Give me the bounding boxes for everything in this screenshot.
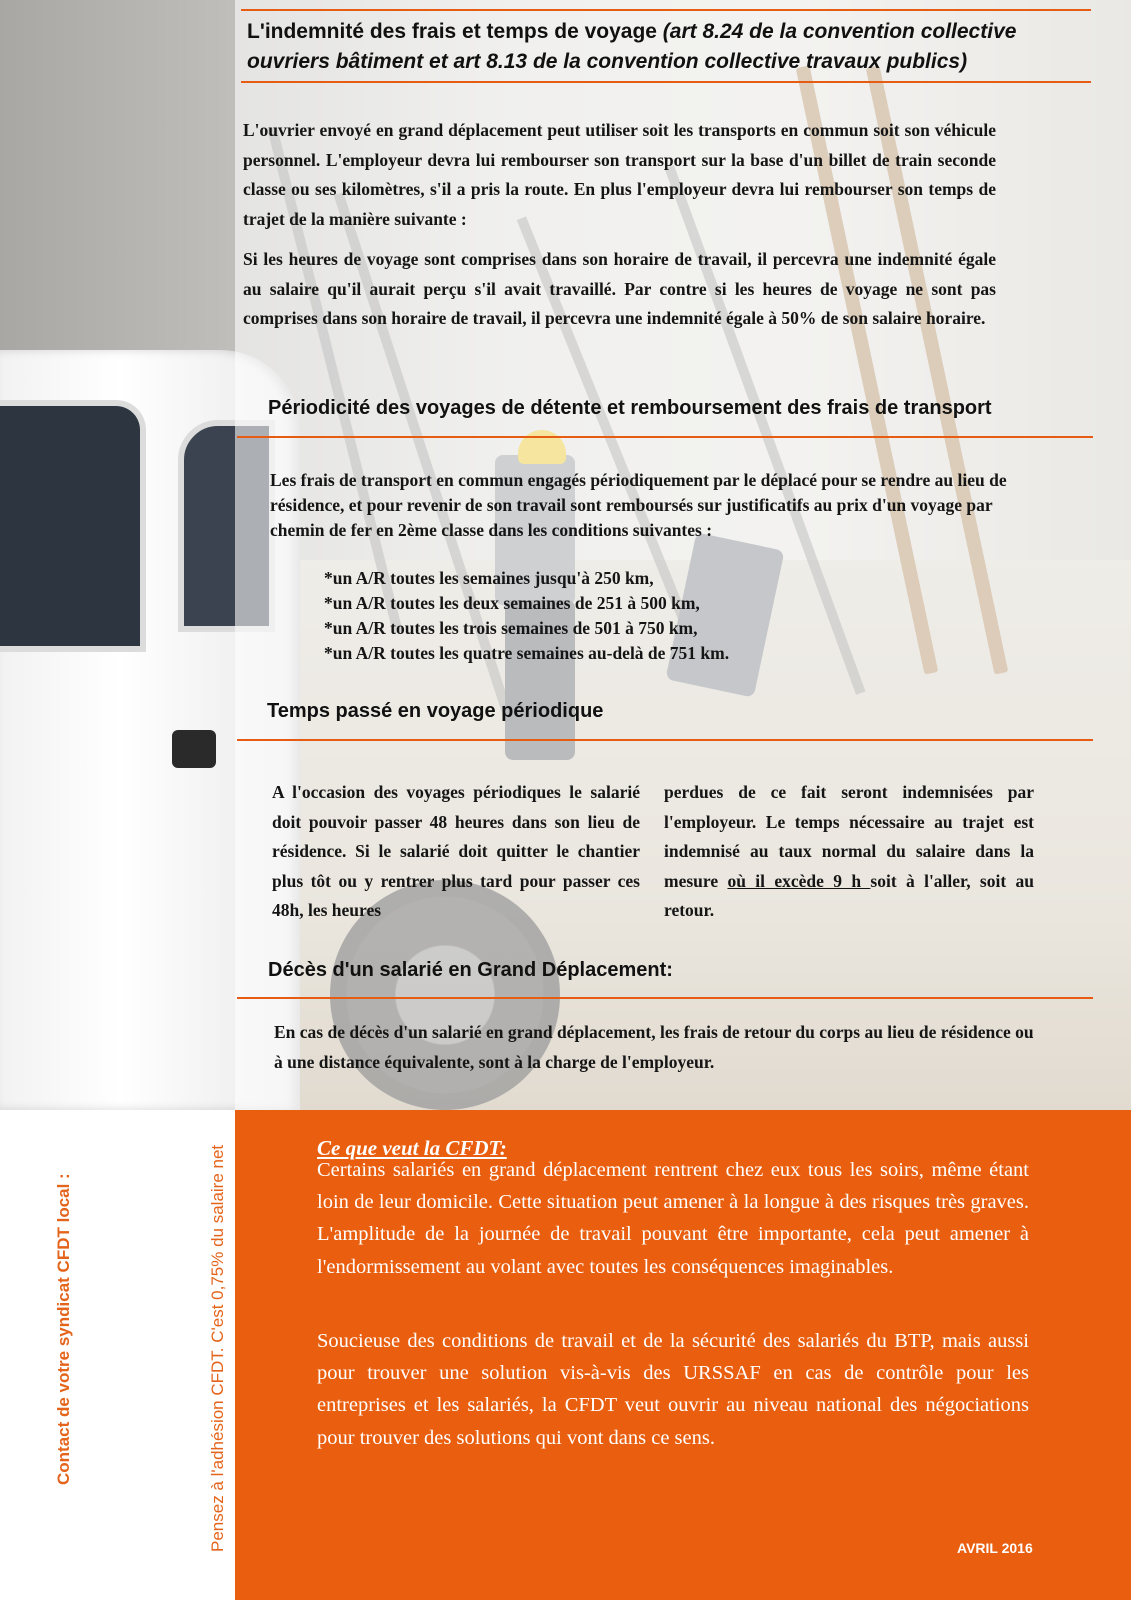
periodicite-heading: Périodicité des voyages de détente et remboursement des frais de transport <box>268 397 992 419</box>
deces-rule <box>237 997 1093 999</box>
list-item: *un A/R toutes les trois semaines de 501 à 750 km, <box>324 618 698 638</box>
temps-column-2 <box>664 778 1034 926</box>
temps-rule <box>237 739 1093 741</box>
publication-date: AVRIL 2016 <box>957 1540 1033 1556</box>
temps-column-1: A l'occasion des voyages périodiques le salarié doit pouvoir passer 48 heures dans son lieu de résidence. Si le salarié doit quitter le chantier plus tôt ou y rentrer plus tard pour passer ces 48h, les heures <box>272 782 640 920</box>
travel-paragraph-1: L'ouvrier envoyé en grand déplacement peut utiliser soit les transports en commun soit son véhicule personnel. L'employeur devra lui rembourser son transport sur la base d'un billet de train seconde classe ou ses kilomètres, s'il a pris la route. En plus l'employeur devra lui rembourser son temps de trajet de la manière suivante : <box>243 120 996 229</box>
title-plain: L'indemnité des frais et temps de voyage <box>247 20 657 43</box>
temps-column-2-underlined: où il excède 9 h <box>727 870 871 891</box>
title-italic: (art 8.24 de la convention collective ouvriers bâtiment et art 8.13 de la convention collective travaux publics) <box>247 20 1017 73</box>
van-handle <box>172 730 216 768</box>
cfdt-heading: Ce que veut la CFDT: <box>317 1136 507 1160</box>
periodicite-rule <box>237 436 1093 438</box>
periodicite-intro: Les frais de transport en commun engagés périodiquement par le déplacé pour se rendre au lieu de résidence, et pour revenir de son travail sont remboursés sur justificatifs au prix d'un voyage par chemin de fer en 2ème classe dans les conditions suivantes : <box>270 470 1007 540</box>
cfdt-paragraph-1: Certains salariés en grand déplacement rentrent chez eux tous les soirs, même étant loin de leur domicile. Cette situation peut amener à la longue à des risques très graves. L'amplitude de la journée de travail pouvant être importante, cela peut amener à l'endormissement au volant avec toutes les conséquences imaginables. <box>317 1159 1029 1278</box>
header-rule-top <box>241 9 1091 11</box>
contact-label: Contact de votre syndicat CFDT local : <box>54 1173 73 1485</box>
list-item: *un A/R toutes les deux semaines de 251 à 500 km, <box>324 593 700 613</box>
deces-text: En cas de décès d'un salarié en grand déplacement, les frais de retour du corps au lieu de résidence ou à une distance équivalente, sont à la charge de l'employeur. <box>274 1022 1034 1072</box>
list-item: *un A/R toutes les semaines jusqu'à 250 km, <box>324 568 654 588</box>
travel-paragraph-2: Si les heures de voyage sont comprises dans son horaire de travail, il percevra une indemnité égale au salaire qu'il aurait perçu s'il avait travaillé. Par contre si les heures de voyage ne sont pas comprises dans son horaire de travail, il percevra une indemnité égale à 50% de son salaire horaire. <box>243 249 996 328</box>
periodicite-list <box>324 566 729 666</box>
deces-heading: Décès d'un salarié en Grand Déplacement: <box>268 959 673 981</box>
temps-column-2-start: perdues de ce fait seront indemnisées par l'employeur. Le temps nécessaire au trajet est indemnisé au taux normal du salaire dans la mesure <box>664 782 1034 891</box>
van-window <box>0 400 146 652</box>
list-item: *un A/R toutes les quatre semaines au-delà de 751 km. <box>324 643 730 663</box>
header-rule-bottom <box>241 81 1091 83</box>
temps-column-2-end: soit à l'aller, soit au retour. <box>664 870 1035 920</box>
adhesion-label: Pensez à l'adhésion CFDT. C'est 0,75% du salaire net <box>208 1144 227 1552</box>
temps-heading: Temps passé en voyage périodique <box>267 700 604 722</box>
page-title <box>247 17 1097 77</box>
cfdt-paragraph-2: Soucieuse des conditions de travail et de la sécurité des salariés du BTP, mais aussi pour trouver une solution vis-à-vis des URSSAF en cas de contrôle pour les entreprises et les salariés, la CFDT veut ouvrir au niveau national des négociations pour trouver des solutions qui vont dans ce sens. <box>317 1330 1029 1449</box>
